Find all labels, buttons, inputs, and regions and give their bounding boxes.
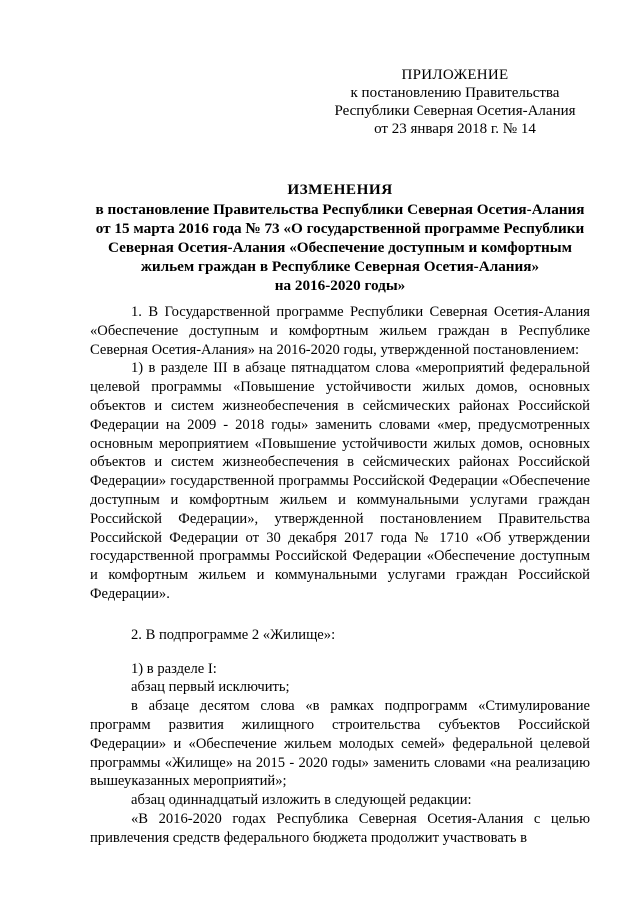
heading-line-4: жильем граждан в Республике Северная Осетия-Алания» <box>140 258 540 275</box>
appendix-line-resolution: к постановлению Правительства <box>350 85 560 101</box>
paragraph-section-iii: 1) в разделе III в абзаце пятнадцатом слова «мероприятий федеральной целевой программы «Повышение устойчивости жилых домов, основных объектов и систем жизнеобеспечения в сейсмических районах Российской Федерации на 2009 - 2018 годы» заменить словами «мер, предусмотренных основным мероприятием «Повышение устойчивости жилых домов, основных объектов и систем жизнеобеспечения в сейсмических районах Российской Федерации» государственной программы Российской Федерации «Обеспечение доступным и комфортным жильем и коммунальными услугами граждан Российской Федерации», утвержденной постановлением Правительства Российской Федерации от 30 декабря 2017 года № 1710 «Об утверждении государственной программы Российской Федерации «Обеспечение доступным и комфортным жильем и коммунальными услугами граждан Российской Федерации». <box>90 360 590 602</box>
appendix-line-republic: Республики Северная Осетия-Алания <box>334 103 576 119</box>
document-heading <box>60 180 620 295</box>
paragraph-subprogram-2: 2. В подпрограмме 2 «Жилище»: <box>131 626 336 643</box>
heading-line-1: в постановление Правительства Республики Северная Осетия-Алания <box>95 201 585 218</box>
paragraph-tenth-abzac: в абзаце десятом слова «в рамках подпрограмм «Стимулирование программ развития жилищного строительства субъектов Российской Федерации» и «Обеспечение жильем молодых семей» федеральной целевой программы «Жилище» на 2015 - 2020 годы» заменить словами «на реализацию вышеуказанных мероприятий»; <box>90 698 590 790</box>
heading-line-3: Северная Осетия-Алания «Обеспечение доступным и комфортным <box>107 239 572 256</box>
paragraph-program-change: 1. В Государственной программе Республики Северная Осетия-Алания «Обеспечение доступным и комфортным жильем граждан в Республике Северная Осетия-Алания» на 2016-2020 годы, утвержденной постановлением: <box>90 304 590 358</box>
appendix-line-date-number: от 23 января 2018 г. № 14 <box>374 121 536 137</box>
heading-line-5: на 2016-2020 годы» <box>274 277 406 294</box>
paragraph-first-abzac: абзац первый исключить; <box>131 679 290 696</box>
document-body <box>90 303 590 848</box>
paragraph-new-wording: «В 2016-2020 годах Республика Северная Осетия-Алания с целью привлечения средств федерального бюджета продолжит участвовать в <box>90 810 590 846</box>
appendix-title: ПРИЛОЖЕНИЕ <box>401 67 509 83</box>
heading-title: ИЗМЕНЕНИЯ <box>287 181 393 198</box>
appendix-block <box>330 66 580 138</box>
paragraph-section-i: 1) в разделе I: <box>131 660 217 677</box>
paragraph-eleventh-abzac: абзац одиннадцатый изложить в следующей редакции: <box>131 792 472 809</box>
heading-line-2: от 15 марта 2016 года № 73 «О государственной программе Республики <box>95 220 585 237</box>
